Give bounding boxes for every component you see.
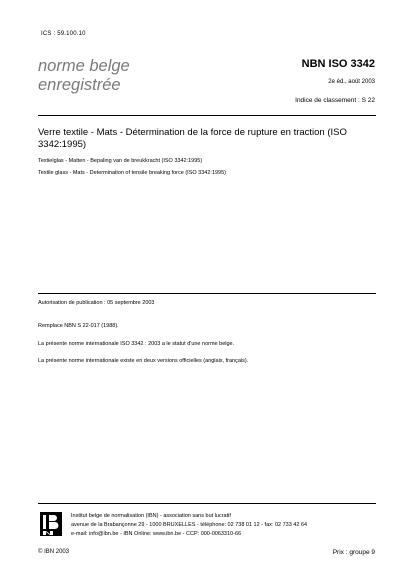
institute-contact: e-mail: info@ibn.be - IBN Online: www.ibn.be - CCP: 000-0063310-66: [71, 531, 242, 537]
versions-note: La présente norme internationale existe en deux versions officielles (anglais, français).: [38, 358, 249, 364]
title-english: Textile glass - Mats - Determination of tensile breaking force (ISO 3342:1995): [38, 170, 227, 176]
title-dutch: Textielglas - Matten - Bepaling van de breukkracht (ISO 3342:1995): [38, 158, 203, 164]
document-title: Verre textile - Mats - Détermination de la force de rupture en traction (ISO 3342:1995): [38, 127, 347, 150]
top-divider: [38, 115, 376, 116]
institute-address: avenue de la Brabançonne 29 - 1000 BRUXELLES - téléphone: 02 738 01 12 - fax: 02 733 42 64: [71, 522, 308, 528]
publication-authorization: Autorisation de publication : 05 septembre 2003: [38, 300, 155, 306]
brand-line-2: enregistrée: [38, 76, 121, 94]
copyright: © IBN 2003: [38, 549, 70, 555]
price-group: Prix : groupe 9: [332, 549, 375, 556]
middle-divider: [38, 293, 376, 294]
ics-code: ICS : 59.100.10: [41, 31, 86, 37]
standard-number: NBN ISO 3342: [301, 58, 375, 70]
classification-index: Indice de classement : S 22: [295, 97, 375, 104]
institute-line-1: Institut belge de normalisation (IBN) - association sans but lucratif: [71, 513, 231, 519]
ibn-logo-icon: [40, 512, 62, 536]
brand-line-1: norme belge: [38, 57, 130, 75]
replaces-note: Remplace NBN S 22-017 (1988).: [38, 323, 119, 329]
status-note: La présente norme internationale ISO 3342 : 2003 a le statut d'une norme belge.: [38, 341, 235, 347]
edition-date: 2e éd., août 2003: [328, 79, 375, 85]
bottom-divider: [38, 503, 376, 504]
